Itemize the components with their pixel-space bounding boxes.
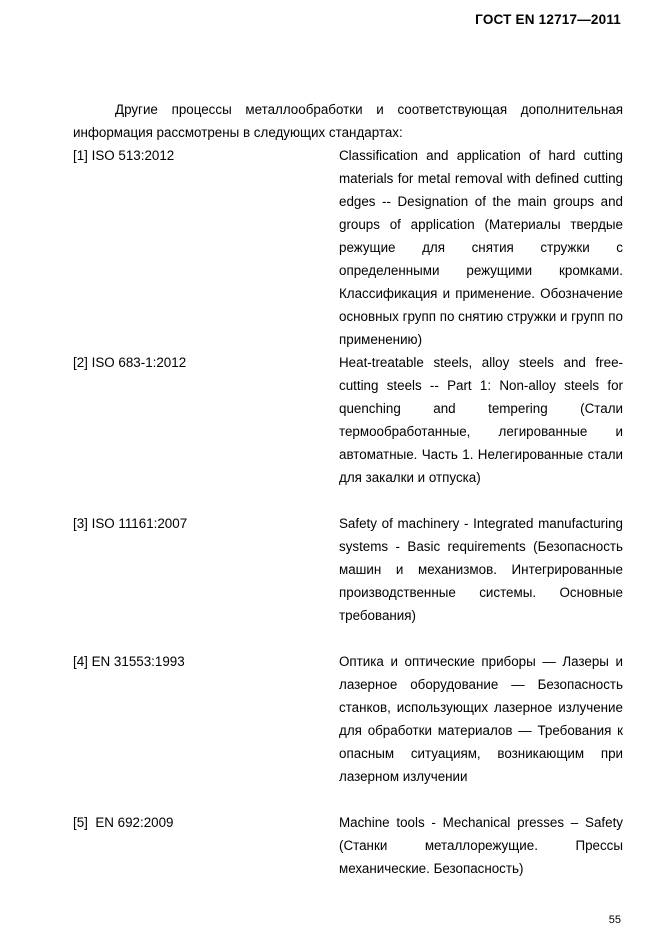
reference-description: Machine tools - Mechanical presses – Safety (Станки металлорежущие. Прессы механические. Безопасность)	[339, 815, 623, 876]
intro-text: Другие процессы металлообработки и соответствующая дополнительная информация рассмотрены в следующих стандартах:	[73, 102, 623, 140]
reference-description: Оптика и оптические приборы — Лазеры и лазерное оборудование — Безопасность станков, использующих лазерное излучение для обработки материалов — Требования к опасным ситуациям, возникающим при лазерном излучении	[339, 654, 623, 784]
page-number: 55	[608, 914, 621, 926]
reference-code: [3] ISO 11161:2007	[73, 516, 188, 531]
intro-paragraph	[73, 98, 623, 144]
reference-description: Heat-treatable steels, alloy steels and free-cutting steels -- Part 1: Non-alloy steels for quenching and tempering (Стали термообработанные, легированные и автоматные. Часть 1. Нелегированные стали для закалки и отпуска)	[339, 355, 623, 485]
reference-code: [1] ISO 513:2012	[73, 148, 175, 163]
reference-description: Safety of machinery - Integrated manufacturing systems - Basic requirements (Безопасность машин и механизмов. Интегрированные производственные системы. Основные требования)	[339, 516, 623, 623]
reference-code: [2] ISO 683-1:2012	[73, 355, 187, 370]
reference-code: [4] EN 31553:1993	[73, 654, 185, 669]
reference-description: Classification and application of hard cutting materials for metal removal with defined cutting edges -- Designation of the main groups and groups of application (Материалы твердые режущие для снятия стружки с определенными режущими кромками. Классификация и применение. Обозначение основных групп по снятию стружки и групп по применению)	[339, 148, 623, 347]
reference-code: [5] EN 692:2009	[73, 815, 174, 830]
document-header: ГОСТ EN 12717—2011	[475, 12, 621, 27]
